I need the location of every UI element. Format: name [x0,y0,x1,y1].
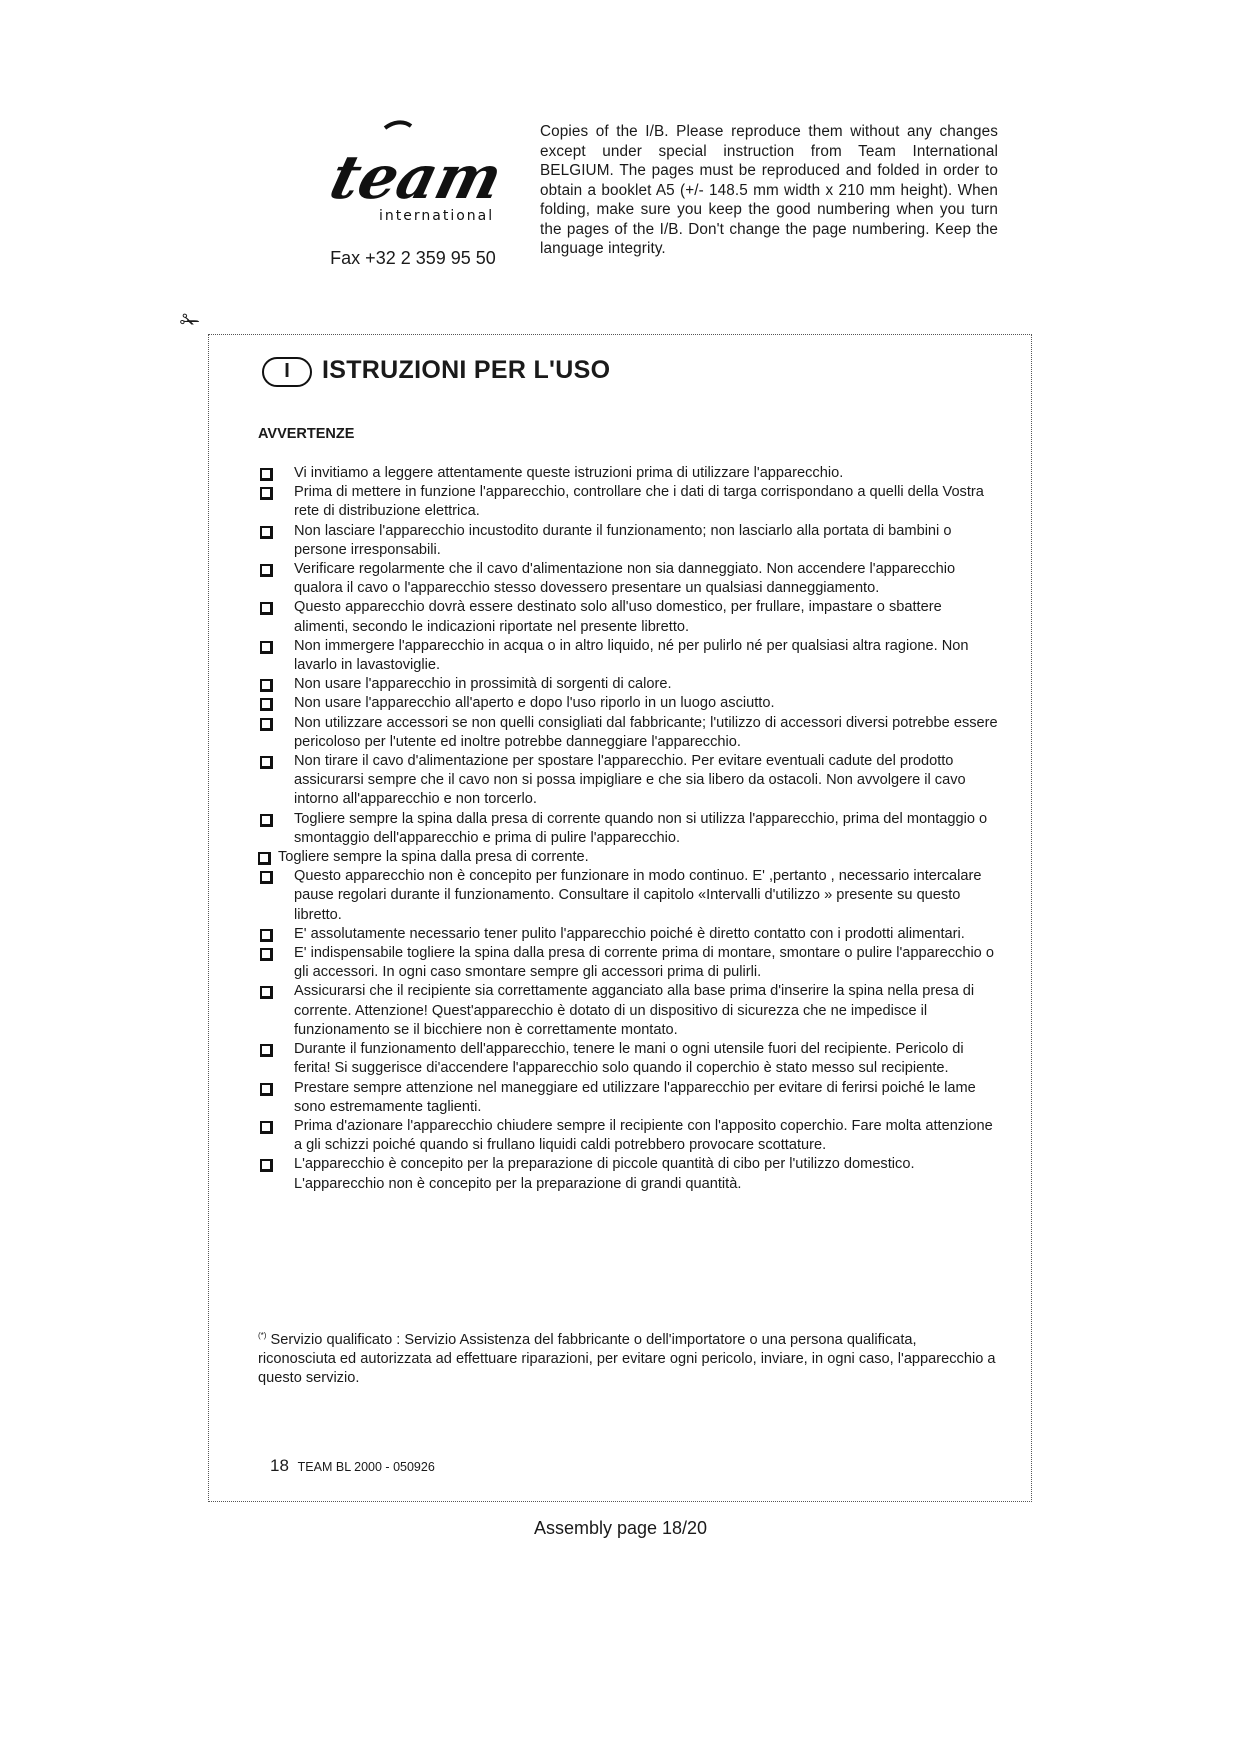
warnings-list [258,464,998,1194]
checkbox-icon [260,468,273,481]
list-item: Verificare regolarmente che il cavo d'alimentazione non sia danneggiato. Non accendere l'apparecchio qualora il cavo o l'apparecchio stesso dovessero presentare un qualsiasi danneggiamento. [258,560,998,598]
logo-swash [385,122,411,128]
page-number: 18 [270,1456,289,1475]
checkbox-icon [260,871,273,884]
checkbox-icon [260,641,273,654]
footnote-marker: (*) [258,1331,267,1340]
checkbox-icon [260,1121,273,1134]
warnings-heading: AVVERTENZE [258,426,355,442]
list-item: Assicurarsi che il recipiente sia correttamente agganciato alla base prima d'inserire la spina nella presa di corrente. Attenzione! Quest'apparecchio è dotato di un dispositivo di sicurezza che ne impedisce il funzionamento se il bicchiere non è correttamente montato. [258,982,998,1040]
list-item: Non usare l'apparecchio all'aperto e dopo l'uso riporlo in un luogo asciutto. [258,694,998,713]
list-item: Non immergere l'apparecchio in acqua o in altro liquido, né per pulirlo né per qualsiasi altra ragione. Non lavarlo in lavastoviglie. [258,637,998,675]
language-badge: I [262,357,312,387]
list-item: Prima d'azionare l'apparecchio chiudere sempre il recipiente con l'apposito coperchio. Fare molta attenzione a gli schizzi poiché quando si frullano liquidi caldi potrebbero provocare scottature. [258,1117,998,1155]
checkbox-icon [258,852,271,865]
checkbox-icon [260,814,273,827]
checkbox-icon [260,1083,273,1096]
checkbox-icon [260,679,273,692]
logo-text: team [323,142,510,213]
list-item: Vi invitiamo a leggere attentamente queste istruzioni prima di utilizzare l'apparecchio. [258,464,998,483]
checkbox-icon [260,986,273,999]
checkbox-icon [260,564,273,577]
list-item: Prestare sempre attenzione nel maneggiare ed utilizzare l'apparecchio per evitare di ferirsi poiché le lame sono estremamente taglienti. [258,1079,998,1117]
reproduction-note: Copies of the I/B. Please reproduce them without any changes except under special instruction from Team International BELGIUM. The pages must be reproduced and folded in order to obtain a booklet A5 (+/- 148.5 mm width x 210 mm height). When folding, make sure you keep the good numbering when you turn the pages of the I/B. Don't change the page numbering. Keep the language integrity. [540,123,998,257]
team-logo [323,118,510,236]
checkbox-icon [260,1044,273,1057]
checkbox-icon [260,526,273,539]
page-footer [270,1456,435,1476]
list-item: E' assolutamente necessario tener pulito l'apparecchio poiché è diretto contatto con i prodotti alimentari. [258,925,998,944]
list-item: Questo apparecchio dovrà essere destinato solo all'uso domestico, per frullare, impastare o sbattere alimenti, secondo le indicazioni riportate nel presente libretto. [258,598,998,636]
list-item: Non tirare il cavo d'alimentazione per spostare l'apparecchio. Per evitare eventuali cadute del prodotto assicurarsi sempre che il cavo non si possa impigliare e che sia libero da ostacoli. Non avvolgere il cavo intorno all'apparecchio e non torcerlo. [258,752,998,810]
checkbox-icon [260,718,273,731]
list-item: E' indispensabile togliere la spina dalla presa di corrente prima di montare, smontare o pulire l'apparecchio o gli accessori. In ogni caso smontare sempre gli accessori prima di pulirli. [258,944,998,982]
service-footnote [258,1331,998,1389]
checkbox-icon [260,1159,273,1172]
checkbox-icon [260,756,273,769]
list-item: Non lasciare l'apparecchio incustodito durante il funzionamento; non lasciarlo alla portata di bambini o persone irresponsabili. [258,522,998,560]
list-item: Questo apparecchio non è concepito per funzionare in modo continuo. E' ,pertanto , necessario intercalare pause regolari durante il funzionamento. Consultare il capitolo «Intervalli d'utilizzo » presente su questo libretto. [258,867,998,925]
list-item: Togliere sempre la spina dalla presa di corrente. [256,848,998,867]
list-item: Prima di mettere in funzione l'apparecchio, controllare che i dati di targa corrispondano a quelli della Vostra rete di distribuzione elettrica. [258,483,998,521]
list-item: Durante il funzionamento dell'apparecchio, tenere le mani o ogni utensile fuori del recipiente. Pericolo di ferita! Si suggerisce di'accendere l'apparecchio solo quando il coperchio è stato messo sul recipiente. [258,1040,998,1078]
section-title: ISTRUZIONI PER L'USO [322,356,611,384]
checkbox-icon [260,487,273,500]
document-code: TEAM BL 2000 - 050926 [297,1460,435,1474]
checkbox-icon [260,929,273,942]
checkbox-icon [260,602,273,615]
list-item: Non usare l'apparecchio in prossimità di sorgenti di calore. [258,675,998,694]
fax-number: Fax +32 2 359 95 50 [330,248,496,268]
checkbox-icon [260,948,273,961]
list-item: Non utilizzare accessori se non quelli consigliati dal fabbricante; l'utilizzo di accessori diversi potrebbe essere pericoloso per l'utente ed inoltre potrebbe danneggiare l'apparecchio. [258,714,998,752]
assembly-page-label: Assembly page 18/20 [533,1518,708,1538]
logo-subtext: international [379,208,495,224]
checkbox-icon [260,698,273,711]
scissors-icon: ✁ [180,308,201,335]
footnote-text: Servizio qualificato : Servizio Assistenza del fabbricante o dell'importatore o una persona qualificata, riconosciuta ed autorizzata ad effettuare riparazioni, per evitare ogni pericolo, inviare, in ogni caso, l'apparecchio a questo servizio. [258,1332,996,1387]
list-item: L'apparecchio è concepito per la preparazione di piccole quantità di cibo per l'utilizzo domestico. L'apparecchio non è concepito per la preparazione di grandi quantità. [258,1155,998,1193]
list-item: Togliere sempre la spina dalla presa di corrente quando non si utilizza l'apparecchio, prima del montaggio o smontaggio dell'apparecchio e prima di pulire l'apparecchio. [258,810,998,848]
